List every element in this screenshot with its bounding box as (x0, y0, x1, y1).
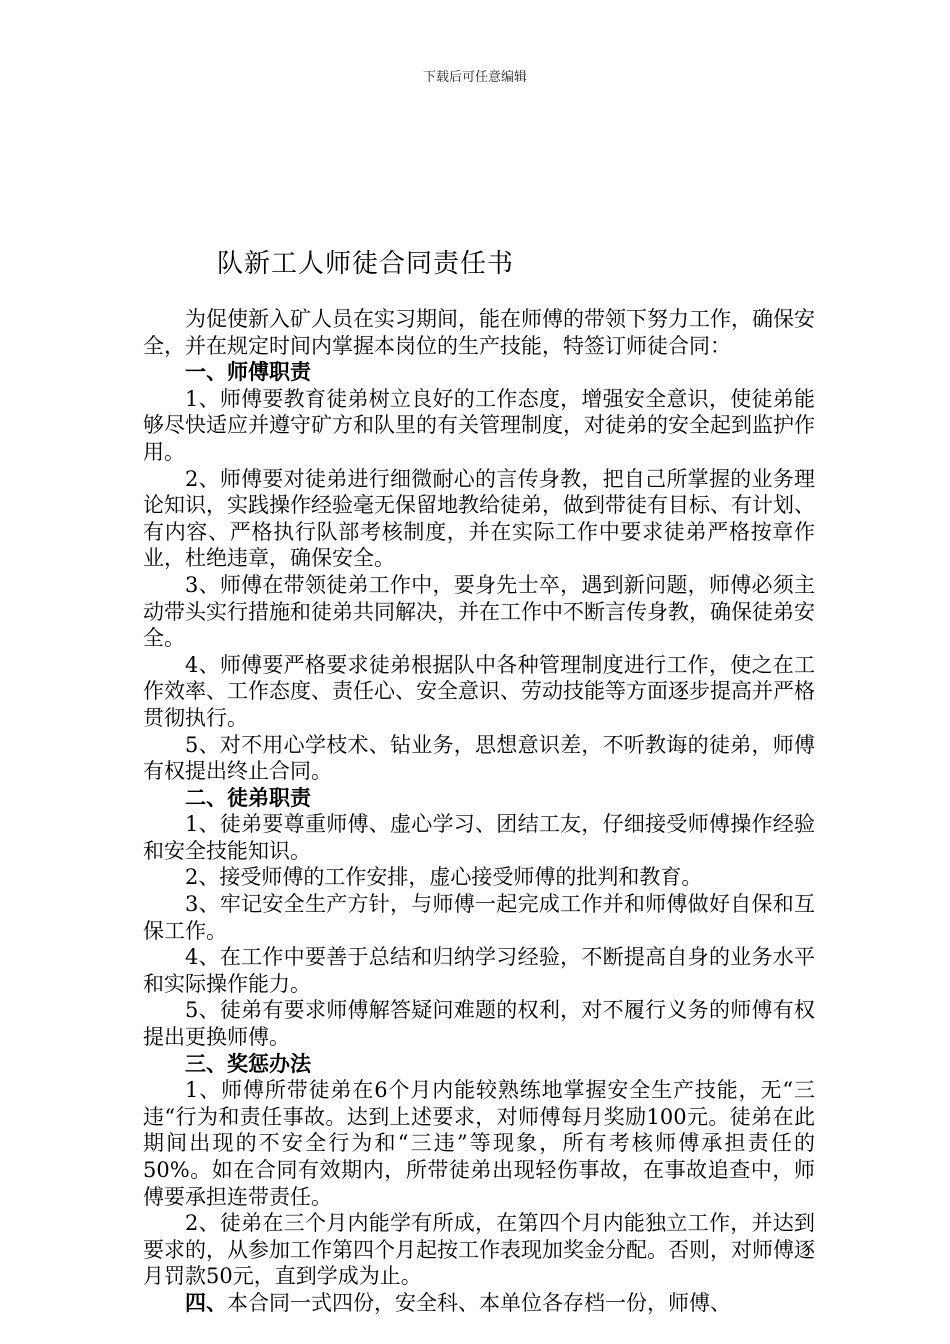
list-item: 1、师傅所带徒弟在6个月内能较熟练地掌握安全生产技能，无“三违“行为和责任事故。达到上述要求，对师傅每月奖励100元。徒弟在此期间出现的不安全行为和“三违”等现象，所有考核师傅承担责任的50%。如在合同有效期内，所带徒弟出现轻伤事故，在事故追查中，师傅要承担连带责任。 (143, 1078, 815, 1209)
document-title: 队新工人师徒合同责任书 (217, 249, 515, 279)
section-heading: 一、师傅职责 (185, 359, 311, 385)
section-heading: 二、徒弟职责 (185, 784, 311, 810)
list-item: 4、在工作中要善于总结和归纳学习经验，不断提高自身的业务水平和实际操作能力。 (143, 945, 815, 996)
list-item: 1、师傅要教育徒弟树立良好的工作态度，增强安全意识，使徒弟能够尽快适应并遵守矿方和队里的有关管理制度，对徒弟的安全起到监护作用。 (143, 386, 815, 464)
list-item: 4、师傅要严格要求徒弟根据队中各种管理制度进行工作，使之在工作效率、工作态度、责任心、安全意识、劳动技能等方面逐步提高并严格贯彻执行。 (143, 652, 815, 730)
list-item: 5、对不用心学枝术、钻业务，思想意识差，不听教诲的徒弟，师傅有权提出终止合同。 (143, 732, 815, 784)
list-item: 3、牢记安全生产方针，与师傅一起完成工作并和师傅做好自保和互保工作。 (143, 892, 815, 943)
intro-paragraph: 为促使新入矿人员在实习期间，能在师傅的带领下努力工作，确保安全，并在规定时间内掌握本岗位的生产技能，特签订师徒合同： (143, 307, 815, 358)
section-heading: 三、奖惩办法 (185, 1050, 311, 1076)
list-item: 1、徒弟要尊重师傅、虚心学习、团结工友，仔细接受师傅操作经验和安全技能知识。 (143, 812, 815, 863)
list-item: 2、徒弟在三个月内能学有所成，在第四个月内能独立工作，并达到要求的，从参加工作第四个月起按工作表现加奖金分配。否则，对师傅逐月罚款50元，直到学成为止。 (143, 1211, 815, 1289)
list-item: 2、接受师傅的工作安排，虚心接受师傅的批判和教育。 (185, 865, 703, 890)
list-item: 5、徒弟有要求师傅解答疑问难题的权利，对不履行义务的师傅有权提出更换师傅。 (143, 998, 815, 1050)
document-body (143, 306, 815, 1317)
section-4-text: 本合同一式四份，安全科、本单位各存档一份，师傅、 (227, 1290, 731, 1315)
section-4-paragraph (143, 1290, 815, 1317)
list-item: 3、师傅在带领徒弟工作中，要身先士卒，遇到新问题，师傅必须主动带头实行措施和徒弟共同解决，并在工作中不断言传身教，确保徒弟安全。 (143, 572, 815, 651)
page-header-note: 下载后可任意编辑 (422, 70, 527, 85)
section-4-label: 四、 (185, 1289, 227, 1315)
list-item: 2、师傅要对徒弟进行细微耐心的言传身教，把自己所掌握的业务理论知识，实践操作经验毫无保留地教给徒弟，做到带徒有目标、有计划、有内容、严格执行队部考核制度，并在实际工作中要求徒弟严格按章作业，杜绝违章，确保安全。 (143, 466, 815, 571)
